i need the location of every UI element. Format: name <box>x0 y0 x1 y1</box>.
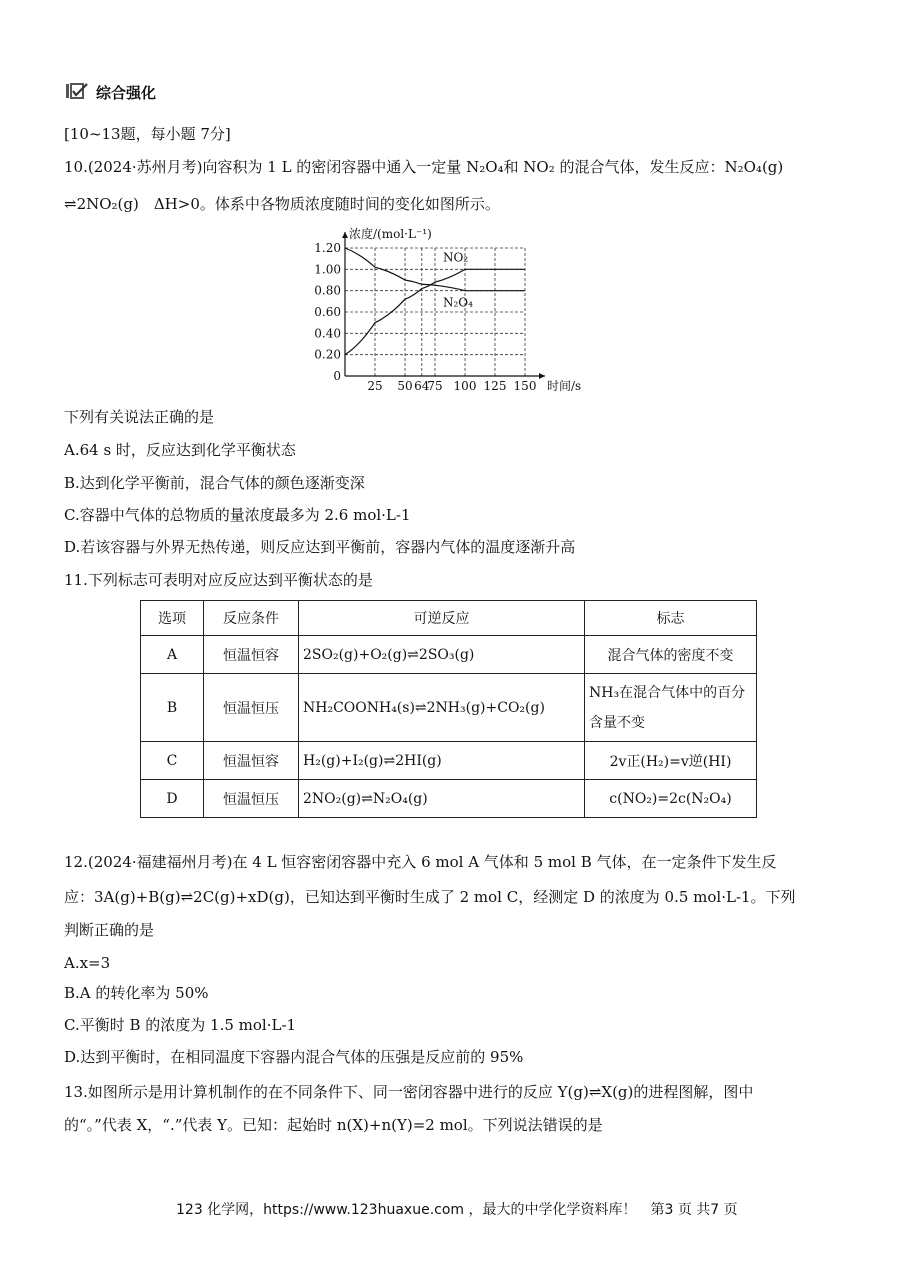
y-tick-label: 1.20 <box>314 241 341 255</box>
table-row <box>141 636 757 674</box>
x-tick-label: 125 <box>483 379 507 393</box>
section-title: 综合强化 <box>96 84 157 102</box>
q12-line1: 12.(2024·福建福州月考)在 4 L 恒容密闭容器中充入 6 mol A 气体和 5 mol B 气体，在一定条件下发生反 <box>64 853 777 871</box>
q11-stem: 11.下列标志可表明对应反应达到平衡状态的是 <box>64 571 373 589</box>
series-label: N₂O₄ <box>443 295 473 310</box>
row-option: A <box>141 636 204 674</box>
concentration-time-chart <box>310 222 600 397</box>
row-condition: 恒温恒容 <box>204 636 299 674</box>
y-tick-label: 0 <box>333 369 341 383</box>
q11-table <box>140 600 757 818</box>
header-reaction: 可逆反应 <box>299 601 585 636</box>
x-axis-arrow <box>539 373 545 379</box>
q12-line3: 判断正确的是 <box>64 921 155 939</box>
x-axis-label: 时间/s <box>547 379 582 393</box>
q12-line2: 应：3A(g)+B(g)⇌2C(g)+xD(g)，已知达到平衡时生成了 2 mol C，经测定 D 的浓度为 0.5 mol·L-1。下列 <box>64 888 796 906</box>
row-option: D <box>141 780 204 818</box>
row-condition: 恒温恒压 <box>204 674 299 742</box>
y-tick-label: 1.00 <box>314 262 341 277</box>
row-mark: c(NO₂)=2c(N₂O₄) <box>585 780 757 818</box>
x-tick-label: 150 <box>513 379 537 393</box>
row-mark: 2v正(H₂)=v逆(HI) <box>585 742 757 780</box>
x-tick-label: 64 <box>414 379 430 393</box>
row-option: C <box>141 742 204 780</box>
table-header-row <box>141 601 757 636</box>
q12-option-c: C.平衡时 B 的浓度为 1.5 mol·L-1 <box>64 1016 297 1034</box>
row-mark: NH₃在混合气体中的百分含量不变 <box>585 674 757 742</box>
header-option: 选项 <box>141 601 204 636</box>
row-option: B <box>141 674 204 742</box>
x-tick-label: 25 <box>367 379 383 393</box>
q12-option-a: A.x=3 <box>64 954 111 972</box>
q10-option-c: C.容器中气体的总物质的量浓度最多为 2.6 mol·L-1 <box>64 506 411 524</box>
range-note: [10~13题，每小题 7分] <box>64 125 231 143</box>
table-row <box>141 742 757 780</box>
row-condition: 恒温恒容 <box>204 742 299 780</box>
q12-option-b: B.A 的转化率为 50% <box>64 984 209 1002</box>
header-mark: 标志 <box>585 601 757 636</box>
q10-option-d: D.若该容器与外界无热传递，则反应达到平衡前，容器内气体的温度逐渐升高 <box>64 538 576 556</box>
row-reaction: H₂(g)+I₂(g)⇌2HI(g) <box>299 742 585 780</box>
row-mark: 混合气体的密度不变 <box>585 636 757 674</box>
y-tick-label: 0.40 <box>314 326 341 341</box>
row-reaction: 2NO₂(g)⇌N₂O₄(g) <box>299 780 585 818</box>
row-reaction: NH₂COONH₄(s)⇌2NH₃(g)+CO₂(g) <box>299 674 585 742</box>
series-label: NO₂ <box>443 250 469 265</box>
x-tick-label: 50 <box>397 379 413 393</box>
y-tick-label: 0.60 <box>314 305 341 319</box>
x-tick-label: 100 <box>453 379 477 393</box>
row-reaction: 2SO₂(g)+O₂(g)⇌2SO₃(g) <box>299 636 585 674</box>
q13-line1: 13.如图所示是用计算机制作的在不同条件下、同一密闭容器中进行的反应 Y(g)⇌X(g)的进程图解，图中 <box>64 1083 754 1101</box>
header-condition: 反应条件 <box>204 601 299 636</box>
row-condition: 恒温恒压 <box>204 780 299 818</box>
q10-line2: ⇌2NO₂(g) ΔH>0。体系中各物质浓度随时间的变化如图所示。 <box>64 195 500 213</box>
table-row <box>141 674 757 742</box>
q13-line2: 的“。”代表 X，“.”代表 Y。已知：起始时 n(X)+n(Y)=2 mol。下列说法错误的是 <box>64 1116 603 1134</box>
page-footer: 123 化学网，https://www.123huaxue.com ，最大的中学化学资料库！ 第3 页 共7 页 <box>176 1202 738 1218</box>
y-axis-arrow <box>342 232 348 238</box>
y-axis-label: 浓度/(mol·L⁻¹) <box>349 227 432 241</box>
x-tick-label: 75 <box>427 379 443 393</box>
q12-option-d: D.达到平衡时，在相同温度下容器内混合气体的压强是反应前的 95% <box>64 1048 524 1066</box>
q10-option-a: A.64 s 时，反应达到化学平衡状态 <box>64 441 296 459</box>
q10-stem: 下列有关说法正确的是 <box>64 408 215 426</box>
y-tick-label: 0.20 <box>314 347 341 362</box>
q10-option-b: B.达到化学平衡前，混合气体的颜色逐渐变深 <box>64 474 365 492</box>
q10-line1: 10.(2024·苏州月考)向容积为 1 L 的密闭容器中通入一定量 N₂O₄和 NO₂ 的混合气体，发生反应：N₂O₄(g) <box>64 158 784 176</box>
y-tick-label: 0.80 <box>314 283 341 298</box>
table-row <box>141 780 757 818</box>
check-box-icon <box>66 83 88 99</box>
